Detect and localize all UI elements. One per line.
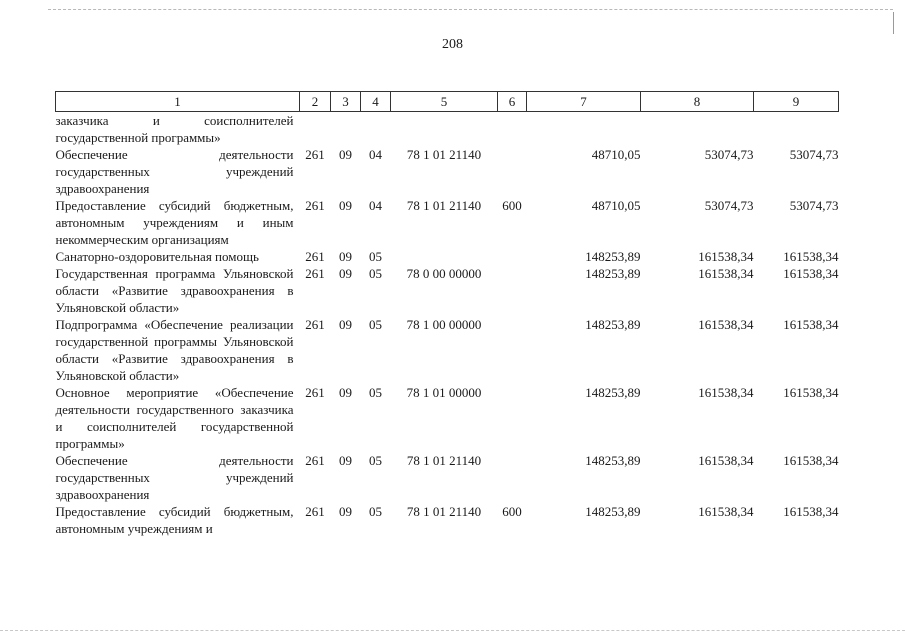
table-row <box>56 248 839 265</box>
table-row <box>56 503 839 537</box>
row-target-article: 78 1 00 00000 <box>406 317 482 332</box>
row-subsection: 04 <box>369 198 382 213</box>
table-row <box>56 146 839 197</box>
row-value-col8: 161538,34 <box>698 249 754 264</box>
row-value-col7: 48710,05 <box>591 147 641 162</box>
table-header <box>56 92 839 112</box>
row-grbs: 261 <box>305 266 325 281</box>
column-header: 6 <box>498 92 527 112</box>
row-target-article <box>391 112 498 147</box>
row-expense-type: 600 <box>502 504 522 519</box>
row-value-col7 <box>527 112 641 147</box>
row-grbs: 261 <box>305 504 325 519</box>
row-value-col7: 148253,89 <box>585 266 641 281</box>
row-name: заказчика и соисполнителей государственной программы» <box>55 113 294 145</box>
row-section: 09 <box>339 504 352 519</box>
column-header: 4 <box>361 92 391 112</box>
column-header: 1 <box>56 92 300 112</box>
row-subsection <box>361 112 391 147</box>
row-target-article: 78 1 01 21140 <box>406 453 482 468</box>
row-name: Предоставление субсидий бюджетным, автономным учреждениям и иным некоммерческим организациям <box>55 198 294 247</box>
row-value-col9: 161538,34 <box>783 453 839 468</box>
row-subsection: 04 <box>369 147 382 162</box>
row-target-article <box>391 248 498 265</box>
row-target-article: 78 1 01 21140 <box>406 504 482 519</box>
table-body <box>56 112 839 538</box>
table-row <box>56 316 839 384</box>
row-subsection: 05 <box>369 266 382 281</box>
row-value-col8 <box>641 112 754 147</box>
row-value-col7: 48710,05 <box>591 198 641 213</box>
row-section: 09 <box>339 453 352 468</box>
row-grbs: 261 <box>305 385 325 400</box>
row-subsection: 05 <box>369 504 382 519</box>
column-header: 2 <box>300 92 331 112</box>
row-expense-type <box>498 316 527 384</box>
row-grbs <box>300 112 331 147</box>
row-value-col7: 148253,89 <box>585 385 641 400</box>
row-section: 09 <box>339 147 352 162</box>
row-section: 09 <box>339 385 352 400</box>
budget-table <box>55 91 839 537</box>
row-value-col8: 161538,34 <box>698 385 754 400</box>
row-section: 09 <box>339 266 352 281</box>
row-subsection: 05 <box>369 249 382 264</box>
row-grbs: 261 <box>305 249 325 264</box>
row-value-col9: 161538,34 <box>783 317 839 332</box>
row-value-col8: 161538,34 <box>698 504 754 519</box>
row-section: 09 <box>339 198 352 213</box>
row-target-article: 78 1 01 00000 <box>406 385 482 400</box>
row-value-col7: 148253,89 <box>585 317 641 332</box>
row-expense-type <box>498 452 527 503</box>
row-expense-type <box>498 384 527 452</box>
row-name: Государственная программа Ульяновской области «Развитие здравоохранения в Ульяновской области» <box>55 266 294 315</box>
table-row <box>56 384 839 452</box>
row-value-col8: 53074,73 <box>704 198 754 213</box>
scan-edge-right <box>893 12 894 34</box>
row-expense-type: 600 <box>502 198 522 213</box>
row-section: 09 <box>339 317 352 332</box>
row-grbs: 261 <box>305 317 325 332</box>
row-section: 09 <box>339 249 352 264</box>
row-value-col7: 148253,89 <box>585 504 641 519</box>
row-subsection: 05 <box>369 317 382 332</box>
row-value-col9: 53074,73 <box>789 147 839 162</box>
column-header: 3 <box>331 92 361 112</box>
column-header: 7 <box>527 92 641 112</box>
row-target-article: 78 1 01 21140 <box>406 198 482 213</box>
row-name: Санаторно-оздоровительная помощь <box>55 249 259 264</box>
row-name: Подпрограмма «Обеспечение реализации государственной программы Ульяновской области «Развитие здравоохранения в Ульяновской области» <box>55 317 294 383</box>
table-row <box>56 112 839 147</box>
row-value-col7: 148253,89 <box>585 453 641 468</box>
row-value-col7: 148253,89 <box>585 249 641 264</box>
row-name: Основное мероприятие «Обеспечение деятельности государственного заказчика и соисполнителей государственной программы» <box>55 385 294 451</box>
row-name: Предоставление субсидий бюджетным, автономным учреждениям и <box>55 504 294 536</box>
row-expense-type <box>498 265 527 316</box>
table-row <box>56 452 839 503</box>
table-row <box>56 265 839 316</box>
row-value-col9: 161538,34 <box>783 385 839 400</box>
row-grbs: 261 <box>305 198 325 213</box>
row-expense-type <box>498 248 527 265</box>
scan-edge-top <box>48 9 893 10</box>
row-target-article: 78 0 00 00000 <box>406 266 482 281</box>
column-header: 5 <box>391 92 498 112</box>
row-grbs: 261 <box>305 147 325 162</box>
row-value-col9 <box>754 112 839 147</box>
row-subsection: 05 <box>369 453 382 468</box>
row-value-col9: 161538,34 <box>783 504 839 519</box>
row-value-col9: 53074,73 <box>789 198 839 213</box>
row-target-article: 78 1 01 21140 <box>406 147 482 162</box>
row-value-col8: 161538,34 <box>698 266 754 281</box>
column-header: 8 <box>641 92 754 112</box>
row-expense-type <box>498 146 527 197</box>
scan-edge-bottom <box>0 630 905 631</box>
page-number: 208 <box>442 37 463 52</box>
row-name: Обеспечение деятельности государственных учреждений здравоохранения <box>55 147 294 196</box>
row-value-col8: 53074,73 <box>704 147 754 162</box>
row-value-col9: 161538,34 <box>783 249 839 264</box>
row-subsection: 05 <box>369 385 382 400</box>
column-header: 9 <box>754 92 839 112</box>
row-section <box>331 112 361 147</box>
row-name: Обеспечение деятельности государственных учреждений здравоохранения <box>55 453 294 502</box>
row-value-col8: 161538,34 <box>698 453 754 468</box>
table-row <box>56 197 839 248</box>
row-expense-type <box>498 112 527 147</box>
row-value-col9: 161538,34 <box>783 266 839 281</box>
row-grbs: 261 <box>305 453 325 468</box>
row-value-col8: 161538,34 <box>698 317 754 332</box>
